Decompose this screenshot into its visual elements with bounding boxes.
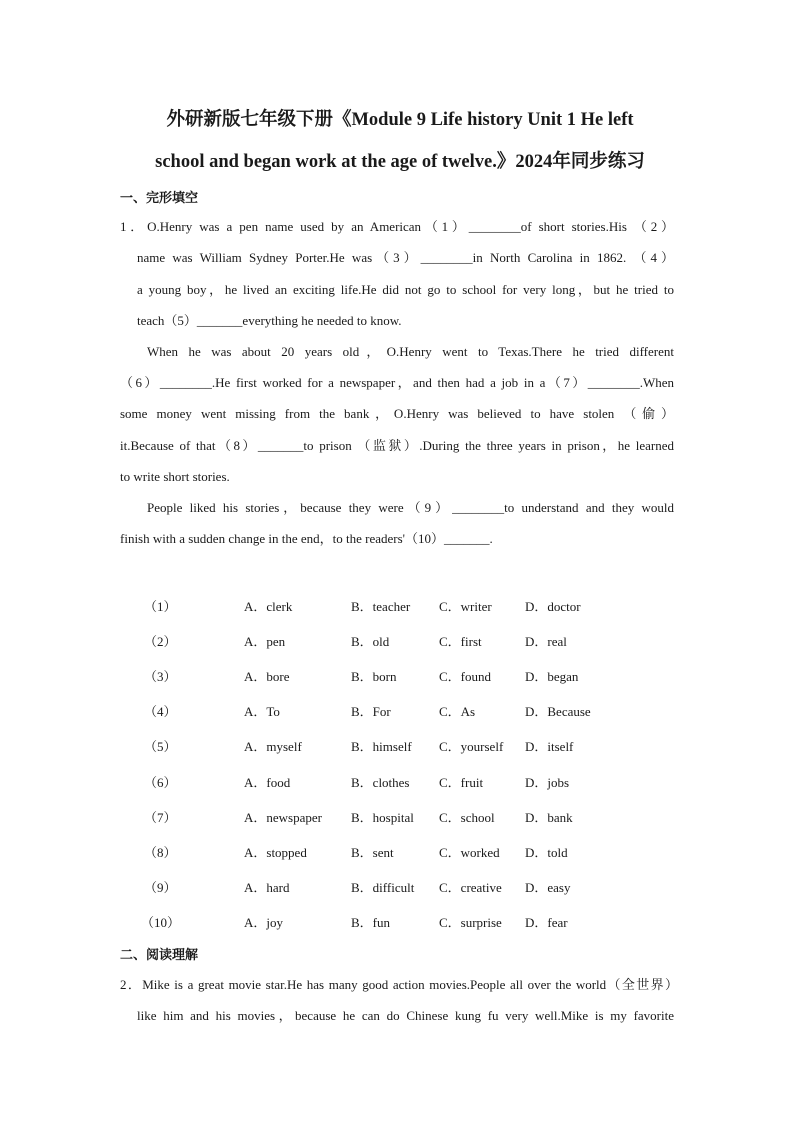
option-row: [0, 842, 794, 860]
option-c: C．surprise: [439, 915, 502, 930]
option-a: A．clerk: [244, 599, 293, 614]
option-d: D．bank: [525, 810, 573, 825]
option-row: [0, 666, 794, 684]
option-d: D．itself: [525, 739, 574, 754]
option-c: C．fruit: [439, 775, 484, 790]
passage-line: People liked his stories，because they were（9）________to understand and they would: [147, 500, 674, 515]
option-d: D．jobs: [525, 775, 570, 790]
option-number: （5）: [144, 739, 177, 754]
option-b: B．born: [351, 669, 397, 684]
option-a: A．myself: [244, 739, 302, 754]
option-c: C．found: [439, 669, 492, 684]
option-c: C．writer: [439, 599, 492, 614]
option-d: D．real: [525, 634, 567, 649]
passage-line: like him and his movies，because he can do Chinese kung fu very well.Mike is my favorite: [137, 1008, 674, 1023]
section-heading-reading: 二、阅读理解: [120, 948, 199, 963]
option-a: A．food: [244, 775, 291, 790]
passage-line: to write short stories.: [120, 469, 230, 484]
option-a: A．joy: [244, 915, 284, 930]
option-a: A．hard: [244, 880, 290, 895]
option-number: （1）: [144, 599, 177, 614]
passage-line: When he was about 20 years old，O.Henry went to Texas.There he tried different: [147, 344, 674, 359]
document-title-line-2: school and began work at the age of twelve.》2024年同步练习: [155, 152, 645, 172]
option-b: B．difficult: [351, 880, 415, 895]
document-title-line-1: 外研新版七年级下册《Module 9 Life history Unit 1 He left: [166, 110, 634, 130]
option-row: [0, 631, 794, 649]
option-row: [0, 596, 794, 614]
passage-line: name was William Sydney Porter.He was（3）________in North Carolina in 1862. （4）: [137, 250, 674, 265]
option-b: B．himself: [351, 739, 412, 754]
option-number: （3）: [144, 669, 177, 684]
passage-line: teach（5）_______everything he needed to know.: [137, 313, 402, 328]
option-d: D．doctor: [525, 599, 581, 614]
option-number: （7）: [144, 810, 177, 825]
section-heading-cloze: 一、完形填空: [120, 191, 199, 206]
option-d: D．fear: [525, 915, 568, 930]
option-c: C．school: [439, 810, 495, 825]
option-c: C．creative: [439, 880, 502, 895]
option-row: [0, 736, 794, 754]
option-number: （2）: [144, 634, 177, 649]
option-row: [0, 772, 794, 790]
option-b: B．old: [351, 634, 390, 649]
option-d: D．began: [525, 669, 579, 684]
option-number: （4）: [144, 704, 177, 719]
passage-line: a young boy，he lived an exciting life.He did not go to school for very long，but he tried to: [137, 282, 674, 297]
option-row: [0, 807, 794, 825]
option-b: B．sent: [351, 845, 394, 860]
passage-line: finish with a sudden change in the end，to the readers'（10）_______.: [120, 531, 493, 546]
option-b: B．fun: [351, 915, 391, 930]
option-row: [0, 912, 794, 930]
option-d: D．easy: [525, 880, 571, 895]
option-b: B．clothes: [351, 775, 410, 790]
passage-line: 2．Mike is a great movie star.He has many good action movies.People all over the world（全世界）: [120, 977, 678, 992]
passage-line: 1．O.Henry was a pen name used by an American（1）________of short stories.His （2）: [120, 219, 674, 234]
option-a: A．pen: [244, 634, 286, 649]
option-c: C．worked: [439, 845, 500, 860]
passage-line: some money went missing from the bank，O.Henry was believed to have stolen （偷）: [120, 406, 674, 421]
option-d: D．told: [525, 845, 568, 860]
option-number: （9）: [144, 880, 177, 895]
option-row: [0, 877, 794, 895]
option-b: B．teacher: [351, 599, 411, 614]
passage-line: it.Because of that（8）_______to prison （监狱）.During the three years in prison，he learned: [120, 438, 674, 453]
option-row: [0, 701, 794, 719]
option-a: A．To: [244, 704, 280, 719]
passage-line: （6）________.He first worked for a newspaper，and then had a job in a（7）________.When: [120, 375, 674, 390]
option-c: C．As: [439, 704, 476, 719]
option-d: D．Because: [525, 704, 591, 719]
option-b: B．hospital: [351, 810, 414, 825]
option-number: （10）: [141, 915, 181, 930]
option-a: A．bore: [244, 669, 290, 684]
option-c: C．first: [439, 634, 482, 649]
option-c: C．yourself: [439, 739, 504, 754]
option-a: A．stopped: [244, 845, 307, 860]
option-number: （6）: [144, 775, 177, 790]
option-number: （8）: [144, 845, 177, 860]
option-b: B．For: [351, 704, 391, 719]
option-a: A．newspaper: [244, 810, 322, 825]
